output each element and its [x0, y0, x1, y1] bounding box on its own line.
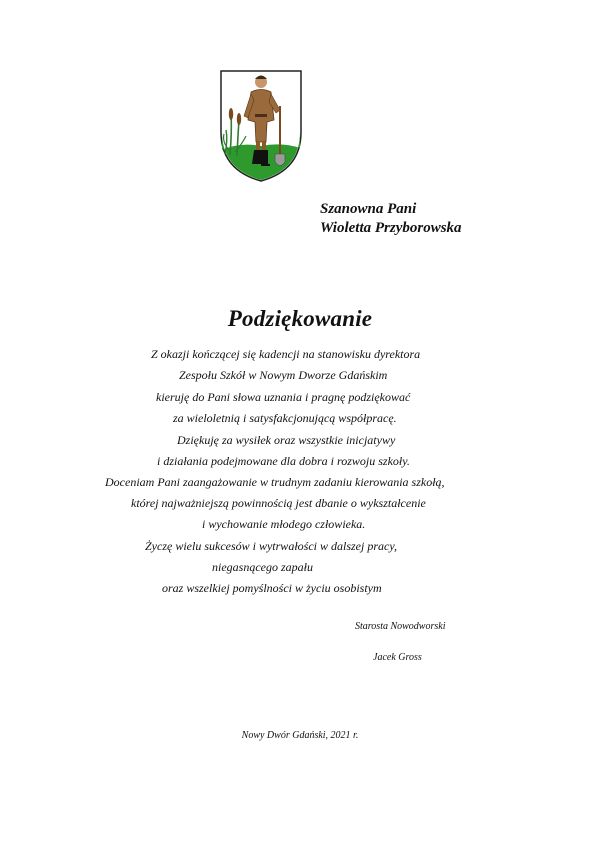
body-line: oraz wszelkiej pomyślności w życiu osobistym [162, 581, 382, 595]
addressee-name: Wioletta Przyborowska [320, 220, 462, 236]
body-line: Życzę wielu sukcesów i wytrwałości w dalszej pracy, [145, 539, 397, 553]
signature-role: Starosta Nowodworski [355, 621, 446, 632]
body-line: i wychowanie młodego człowieka. [202, 517, 366, 531]
addressee [320, 200, 462, 238]
body-line: Zespołu Szkół w Nowym Dworze Gdańskim [179, 368, 388, 382]
signature-name: Jacek Gross [373, 652, 422, 663]
letter-title: Podziękowanie [227, 306, 373, 331]
body-line: Doceniam Pani zaangażowanie w trudnym zadaniu kierowania szkołą, [105, 475, 445, 489]
body-line: której najważniejszą powinnością jest dbanie o wykształcenie [131, 496, 426, 510]
body-line: Z okazji kończącej się kadencji na stanowisku dyrektora [151, 347, 421, 361]
body-line: za wieloletnią i satysfakcjonującą współpracę. [173, 411, 397, 425]
addressee-salutation: Szanowna Pani [320, 201, 417, 217]
place-and-date: Nowy Dwór Gdański, 2021 r. [241, 730, 359, 741]
body-line: i działania podejmowane dla dobra i rozwoju szkoły. [157, 454, 410, 468]
body-line: Dziękuję za wysiłek oraz wszystkie inicjatywy [177, 433, 396, 447]
body-line: kieruję do Pani słowa uznania i pragnę podziękować [156, 390, 411, 404]
coat-of-arms-icon [220, 70, 302, 182]
body-line: niegasnącego zapału [212, 560, 313, 574]
